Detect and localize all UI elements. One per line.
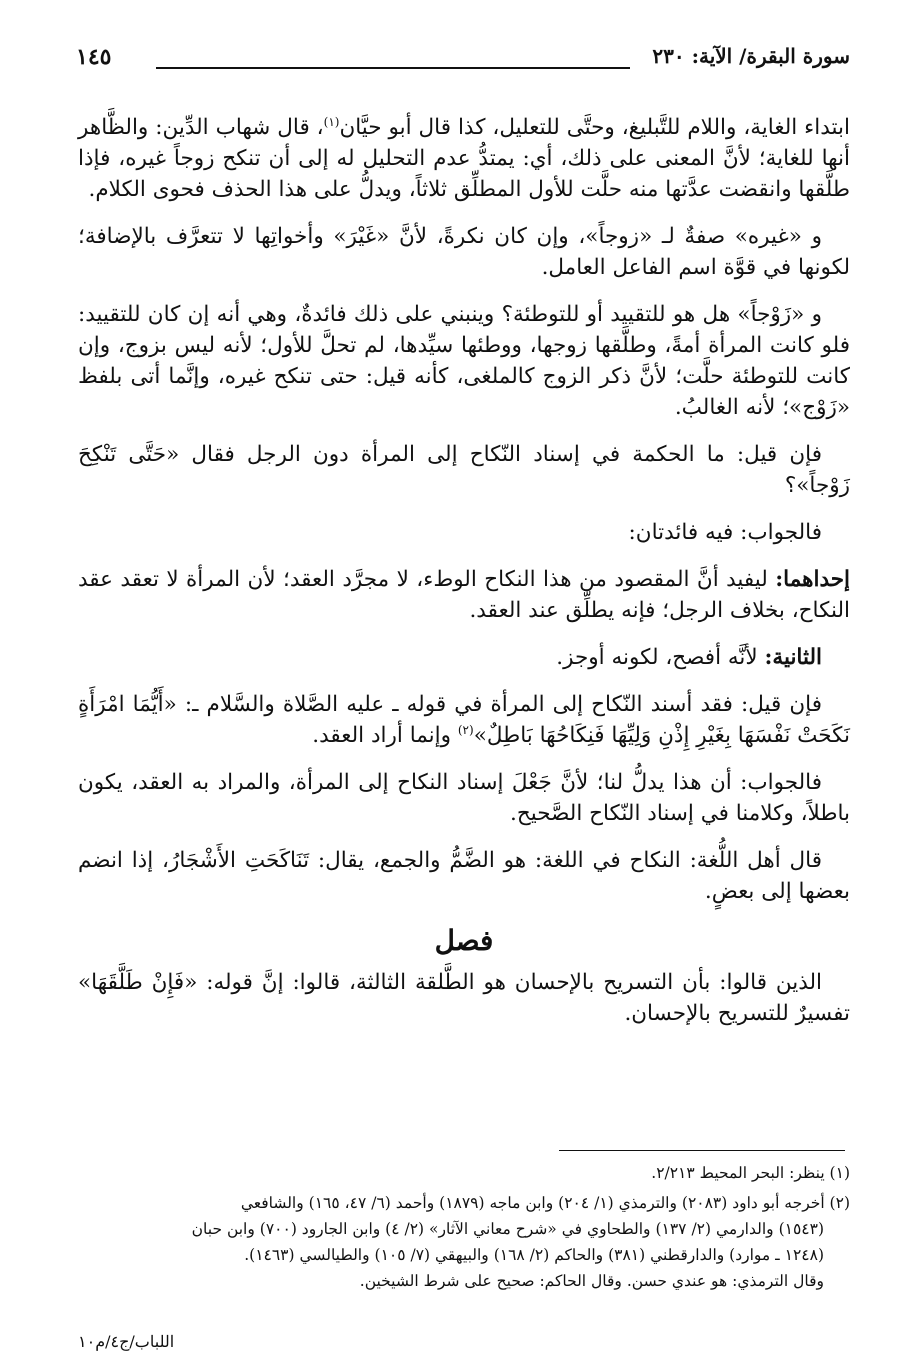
paragraph-9: فالجواب: أن هذا يدلُّ لنا؛ لأنَّ جَعْلَ إسناد النكاح إلى المرأة، والمراد به العقد، يكون باطلاً، وكلامنا في إسناد النّكاح الصَّحيح. xyxy=(78,770,850,826)
paragraph-1: ابتداء الغاية، واللام للتَّبليغ، وحتَّى للتعليل، كذا قال أبو حيَّان$^{(١)}$، قال شهاب الدِّين: والظَّاهر أنها للغاية؛ لأنَّ المعنى على ذلك، أي: يمتدُّ عدم التحليل له إلى أن تنكح زوجاً غيره، فإذا طلَّقها وانقضت عدَّتها منه حلَّت للأول المطلِّق ثلاثاً، ويدلُّ على هذا الحذف فحوى الكلام. xyxy=(78,114,850,202)
paragraph-4: فإن قيل: ما الحكمة في إسناد النّكاح إلى المرأة دون الرجل فقال «حَتَّى تَنْكِحَ زَوْجاً»؟ xyxy=(78,442,850,498)
section-title: فصل xyxy=(434,924,494,957)
footnote-1: (١) ينظر: البحر المحيط ٢/٢١٣. xyxy=(651,1164,850,1182)
running-title: سورة البقرة/ الآية: ٢٣٠ xyxy=(652,44,850,68)
footnote-2: (٢) أخرجه أبو داود (٢٠٨٣) والترمذي (١/ ٢٠٤) وابن ماجه (١٨٧٩) وأحمد (٦/ ٤٧، ١٦٥) والشافعي (١٥٤٣) والدارمي (٢/ ١٣٧) والطحاوي في «شرح معاني الآثار» (٢/ ٤) وابن الجارود (٧٠٠) وابن حبان (١٢٤٨ ـ موارد) والدارقطني (٣٨١) والحاكم (٢/ ١٦٨) والبيهقي (٧/ ١٠٥) والطيالسي (١٤٦٣). وقال الترمذي: هو عندي حسن. وقال الحاكم: صحيح على شرط الشيخين. xyxy=(191,1194,850,1290)
footnote-ref-2[interactable]: (٢) xyxy=(457,722,474,737)
page-header xyxy=(76,44,850,74)
paragraph-11: الذين قالوا: بأن التسريح بالإحسان هو الطَّلقة الثالثة، قالوا: إنَّ قوله: «فَإِنْ طَلَّقَهَا» تفسيرٌ للتسريح بالإحسان. xyxy=(78,970,850,1026)
main-text xyxy=(78,112,850,1045)
point-label: الثانية: xyxy=(764,645,822,670)
paragraph-7: الثانية: لأنَّه أفصح، لكونه أوجز. xyxy=(556,645,822,670)
page-number: ١٤٥ xyxy=(76,44,112,70)
point-label: إحداهما: xyxy=(775,567,850,592)
paragraph-2: و «غيره» صفةٌ لـ «زوجاً»، وإن كان نكرةً، لأنَّ «غَيْرَ» وأخواتِها لا تتعرَّف بالإضافة؛ لكونها في قوَّة اسم الفاعل العامل. xyxy=(78,224,850,280)
paragraph-5: فالجواب: فيه فائدتان: xyxy=(628,520,822,545)
footnotes xyxy=(78,1160,850,1298)
paragraph-3: و «زَوْجاً» هل هو للتقييد أو للتوطئة؟ وينبني على ذلك فائدةٌ، وهي أنه إن كان للتقييد: فلو كانت المرأة أمةً، وطلَّقها زوجها، ووطئها سيِّدها، لم تحلَّ للأول؛ لأنه ليس بزوج، وإن كانت للتوطئة حلَّت؛ لأنَّ ذكر الزوج كالملغى، كأنه قيل: حتى تنكح غيره، وإنَّما أتى بلفظ «زَوْج»؛ لأنه الغالبُ. xyxy=(78,302,850,420)
header-rule xyxy=(156,67,630,69)
printer-signature: اللباب/ج٤/م١٠ xyxy=(78,1332,175,1351)
paragraph-8: فإن قيل: فقد أسند النّكاح إلى المرأة في قوله ـ عليه الصَّلاة والسَّلام ـ: «أَيُّمَا امْرَأَةٍ نَكَحَتْ نَفْسَهَا بِغَيْرِ إِذْنِ وَلِيِّهَا فَنِكَاحُهَا بَاطِلٌ»$^{(٢)}$ وإنما أراد العقد. xyxy=(78,692,850,748)
paragraph-6: إحداهما: ليفيد أنَّ المقصود من هذا النكاح الوطء، لا مجرَّد العقد؛ لأن المرأة لا تعقد عقد النكاح، بخلاف الرجل؛ فإنه يطلِّق عند العقد. xyxy=(78,567,850,623)
paragraph-10: قال أهل اللُّغة: النكاح في اللغة: هو الضَّمُّ والجمع، يقال: تَنَاكَحَتِ الأَشْجَارُ، إذا انضم بعضها إلى بعضٍ. xyxy=(78,848,850,904)
footnote-ref-1[interactable]: (١) xyxy=(323,114,340,129)
footnote-divider xyxy=(559,1150,845,1151)
